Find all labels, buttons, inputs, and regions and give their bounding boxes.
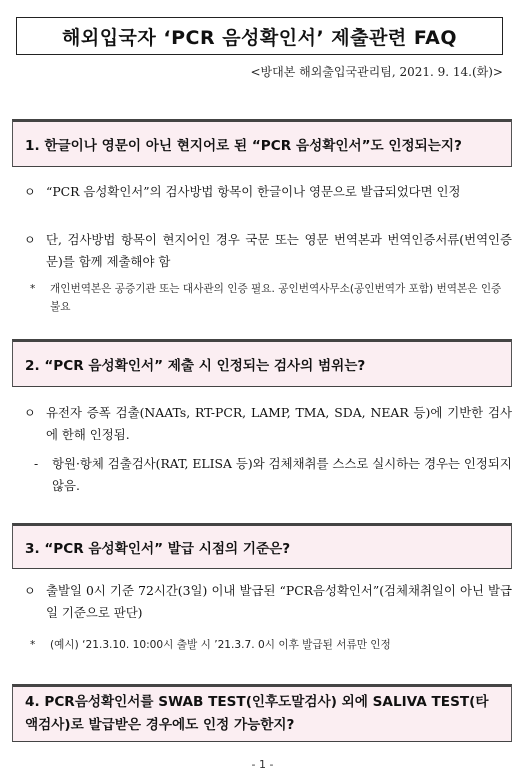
q1-note-text: 개인번역본은 공증기관 또는 대사관의 인증 필요. 공인번역사무소(공인번역가 포함) 번역본은 인증 불요 — [50, 283, 502, 313]
q3-note — [30, 636, 510, 654]
q2-dash-text: 항원·항체 검출검사(RAT, ELISA 등)와 검체채취를 스스로 실시하는 경우는 인정되지 않음. — [52, 456, 512, 493]
asterisk-icon: * — [30, 283, 36, 295]
q1-note — [30, 280, 510, 316]
asterisk-icon: * — [30, 639, 36, 651]
q1-bullet-2-text: 단, 검사방법 항목이 현지어인 경우 국문 또는 영문 번역본과 번역인증서류(번역인증문)를 함께 제출해야 함 — [46, 232, 512, 269]
q3-note-text: (예시) ‘21.3.10. 10:00시 출발 시 ’21.3.7. 0시 이후 발급된 서류만 인정 — [50, 639, 391, 651]
question-2-box — [12, 339, 512, 387]
page-number: - 1 - — [251, 758, 274, 771]
question-1-text: 1. 한글이나 영문이 아닌 현지어로 된 “PCR 음성확인서”도 인정되는지? — [25, 138, 462, 154]
question-4-box — [12, 684, 512, 742]
q3-bullet-1-text: 출발일 0시 기준 72시간(3일) 이내 발급된 “PCR음성확인서”(검체채취일이 아닌 발급일 기준으로 판단) — [46, 583, 512, 620]
dash-bullet-icon: - — [34, 456, 39, 471]
q2-bullet-1-text: 유전자 증폭 검출(NAATs, RT-PCR, LAMP, TMA, SDA, NEAR 등)에 기반한 검사에 한해 인정됨. — [46, 405, 512, 442]
question-1-box — [12, 119, 512, 167]
q1-bullet-2 — [24, 229, 512, 273]
circle-bullet-icon: ㅇ — [24, 185, 36, 199]
q1-bullet-1-text: “PCR 음성확인서”의 검사방법 항목이 한글이나 영문으로 발급되었다면 인정 — [46, 184, 461, 199]
circle-bullet-icon: ㅇ — [24, 233, 36, 247]
q1-bullet-1 — [24, 181, 512, 203]
circle-bullet-icon: ㅇ — [24, 584, 36, 598]
q2-bullet-1 — [24, 402, 512, 446]
document-title: 해외입국자 ‘PCR 음성확인서’ 제출관련 FAQ — [16, 17, 503, 55]
circle-bullet-icon: ㅇ — [24, 406, 36, 420]
q3-bullet-1 — [24, 580, 512, 624]
question-3-box — [12, 523, 512, 569]
question-3-text: 3. “PCR 음성확인서” 발급 시점의 기준은? — [25, 541, 291, 557]
question-2-text: 2. “PCR 음성확인서” 제출 시 인정되는 검사의 범위는? — [25, 358, 366, 374]
document-subtitle: <방대본 해외출입국관리팀, 2021. 9. 14.(화)> — [250, 65, 503, 79]
question-4-text: 4. PCR음성확인서를 SWAB TEST(인후도말검사) 외에 SALIVA TEST(타액검사)로 발급받은 경우에도 인정 가능한지? — [25, 694, 489, 733]
q2-dash-item — [34, 453, 512, 497]
